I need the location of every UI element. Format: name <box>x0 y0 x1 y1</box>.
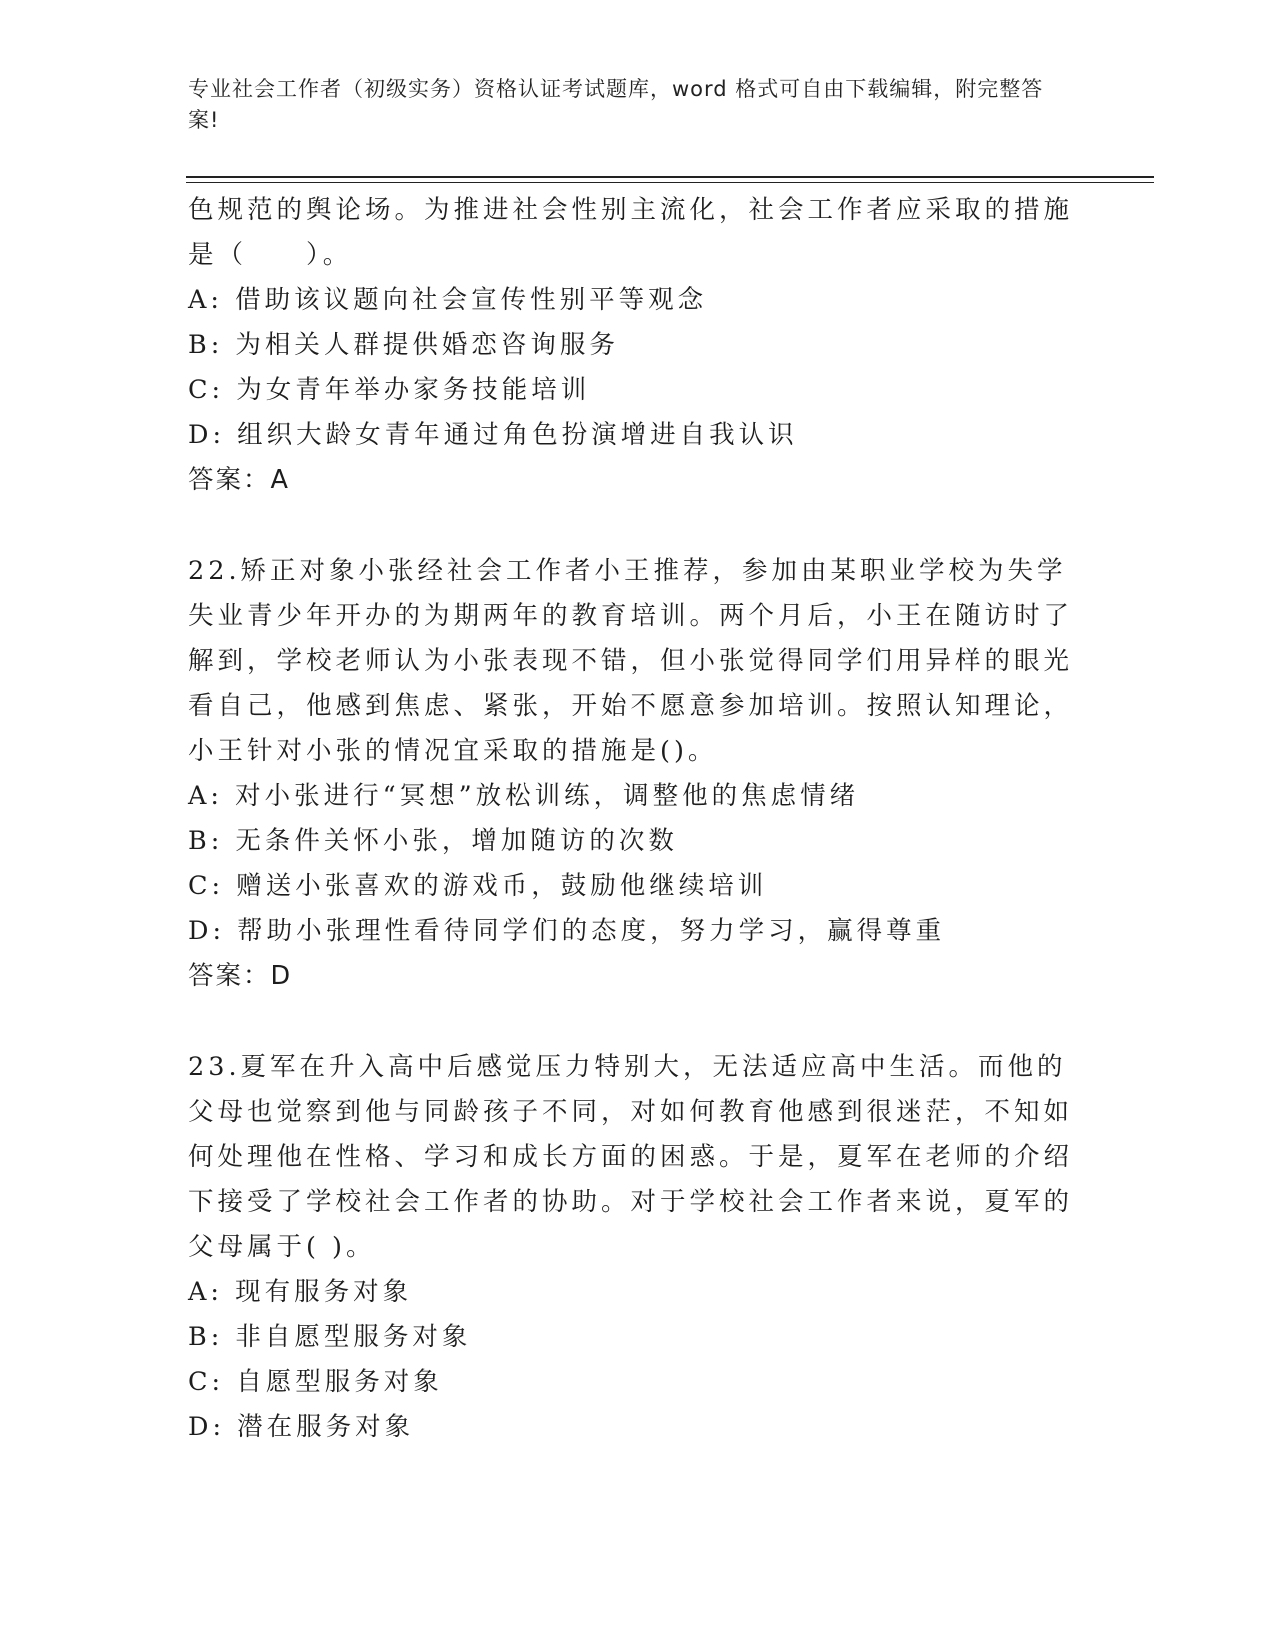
question-22-option-c: C: 赠送小张喜欢的游戏币，鼓励他继续培训 <box>188 871 768 901</box>
question-22-stem: 22.矫正对象小张经社会工作者小王推荐，参加由某职业学校为失学失业青少年开办的为期两年的教育培训。两个月后，小王在随访时了解到，学校老师认为小张表现不错，但小张觉得同学们用异样的眼光看自己，他感到焦虑、紧张，开始不愿意参加培训。按照认知理论，小王针对小张的情况宜采取的措施是()。 <box>188 556 1074 766</box>
question-23-option-b: B: 非自愿型服务对象 <box>188 1322 472 1352</box>
question-23-option-d: D: 潜在服务对象 <box>188 1412 415 1442</box>
question-22-option-a: A: 对小张进行“冥想”放松训练，调整他的焦虑情绪 <box>188 781 860 811</box>
question-22-option-d: D: 帮助小张理性看待同学们的态度，努力学习，赢得尊重 <box>188 916 946 946</box>
question-21 <box>188 188 1088 503</box>
question-21-option-d: D: 组织大龄女青年通过角色扮演增进自我认识 <box>188 420 798 450</box>
question-23-stem: 23.夏军在升入高中后感觉压力特别大，无法适应高中生活。而他的父母也觉察到他与同龄孩子不同，对如何教育他感到很迷茫，不知如何处理他在性格、学习和成长方面的困惑。于是，夏军在老师的介绍下接受了学校社会工作者的协助。对于学校社会工作者来说，夏军的父母属于( )。 <box>188 1052 1074 1262</box>
question-21-option-c: C: 为女青年举办家务技能培训 <box>188 375 591 405</box>
question-21-answer: 答案：A <box>188 465 290 495</box>
question-23-option-a: A: 现有服务对象 <box>188 1277 413 1307</box>
question-21-option-b: B: 为相关人群提供婚恋咨询服务 <box>188 330 619 360</box>
header-rule-thin <box>186 182 1154 183</box>
question-22-option-b: B: 无条件关怀小张，增加随访的次数 <box>188 826 678 856</box>
question-22 <box>188 549 1088 999</box>
question-22-answer: 答案：D <box>188 961 293 991</box>
header-rule-thick <box>186 176 1154 178</box>
spacer <box>188 999 1088 1045</box>
question-23 <box>188 1045 1088 1450</box>
question-21-stem: 色规范的舆论场。为推进社会性别主流化，社会工作者应采取的措施是（ ）。 <box>188 195 1074 270</box>
page-header: 专业社会工作者（初级实务）资格认证考试题库，word 格式可自由下载编辑，附完整答案! <box>188 77 1044 132</box>
spacer <box>188 503 1088 549</box>
question-content <box>188 188 1088 1450</box>
question-21-option-a: A: 借助该议题向社会宣传性别平等观念 <box>188 285 708 315</box>
question-23-option-c: C: 自愿型服务对象 <box>188 1367 443 1397</box>
